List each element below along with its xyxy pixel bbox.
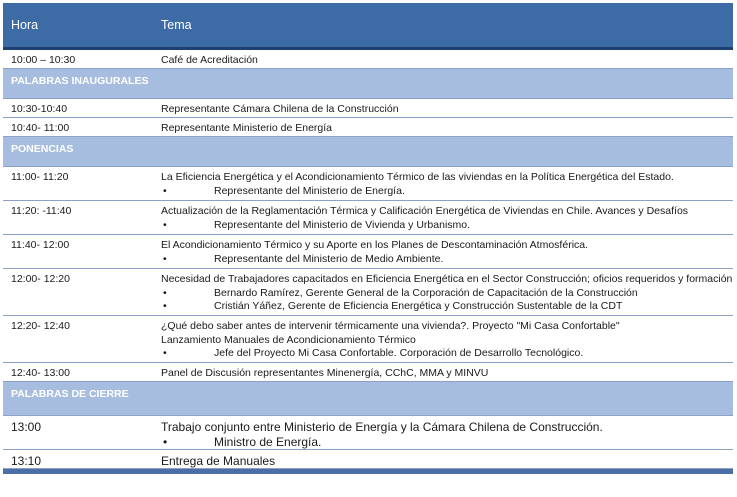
topic-line: Representante Ministerio de Energía: [161, 122, 333, 134]
row-topic: [161, 171, 729, 198]
table-row: [3, 201, 733, 235]
row-topic: [161, 103, 729, 117]
table-row: [3, 363, 733, 382]
speaker-text: Cristián Yáñez, Gerente de Eficiencia Energética y Construcción Sustentable de la CDT: [214, 300, 623, 312]
row-time: 13:00: [11, 420, 42, 434]
speaker-line: [161, 435, 729, 450]
topic-line: El Acondicionamiento Térmico y su Aporte en los Planes de Descontaminación Atmosférica.: [161, 239, 589, 251]
row-time: 13:10: [11, 454, 42, 468]
row-time: 12:40- 13:00: [11, 367, 70, 379]
section-row: [3, 69, 733, 99]
speaker-text: Jefe del Proyecto Mi Casa Confortable. Corporación de Desarrollo Tecnológico.: [214, 347, 584, 359]
speaker-line: [161, 347, 729, 361]
section-row: [3, 137, 733, 167]
bullet-icon: •: [163, 434, 168, 449]
table-footer-bar: [3, 469, 733, 474]
bullet-icon: •: [163, 184, 167, 197]
row-topic: [161, 420, 729, 449]
row-time: 11:40- 12:00: [11, 239, 70, 251]
section-label: PALABRAS INAUGURALES: [11, 75, 149, 87]
topic-line: Entrega de Manuales: [161, 454, 276, 468]
row-time: 12:20- 12:40: [11, 320, 70, 332]
topic-line: Panel de Discusión representantes Minenergía, CChC, MMA y MINVU: [161, 367, 489, 379]
speaker-text: Bernardo Ramírez, Gerente General de la Corporación de Capacitación de la Construcción: [214, 286, 638, 299]
bullet-icon: •: [163, 347, 167, 359]
row-topic: [161, 273, 733, 314]
row-time: 10:00 – 10:30: [11, 54, 76, 66]
bullet-icon: •: [163, 300, 167, 312]
speaker-text: Representante del Ministerio de Vivienda y Urbanismo.: [214, 218, 471, 231]
row-time: 11:00- 11:20: [11, 171, 69, 183]
topic-line: Lanzamiento Manuales de Acondicionamiento Térmico: [161, 333, 416, 346]
table-row: [3, 118, 733, 137]
table-row: [3, 316, 733, 363]
section-row: [3, 382, 733, 416]
row-topic: [161, 54, 729, 68]
row-topic: [161, 205, 729, 232]
row-topic: [161, 454, 729, 469]
table-row: [3, 99, 733, 118]
speaker-line: [161, 219, 729, 233]
row-time: 12:00- 12:20: [11, 273, 70, 285]
speaker-line: [161, 253, 729, 267]
section-label: PALABRAS DE CIERRE: [11, 388, 129, 400]
row-topic: [161, 239, 729, 266]
speaker-line: [161, 287, 729, 301]
bullet-icon: •: [163, 286, 167, 299]
table-row: [3, 50, 733, 69]
row-time: 10:30-10:40: [11, 103, 68, 115]
topic-line: Actualización de la Reglamentación Térmica y Calificación Energética de Viviendas en Chile. Avances y Desafíos: [161, 205, 689, 217]
topic-line: Café de Acreditación: [161, 54, 258, 66]
speaker-text: Ministro de Energía.: [214, 434, 322, 449]
bullet-icon: •: [163, 252, 167, 265]
row-topic: [161, 320, 729, 361]
speaker-text: Representante del Ministerio de Energía.: [214, 184, 405, 197]
topic-line: Trabajo conjunto entre Ministerio de Energía y la Cámara Chilena de Construcción.: [161, 420, 603, 434]
section-label: PONENCIAS: [11, 143, 74, 155]
row-topic: [161, 122, 729, 136]
topic-line: ¿Qué debo saber antes de intervenir térmicamente una vivienda?. Proyecto "Mi Casa Confortable": [161, 320, 620, 332]
header-hora: Hora: [11, 18, 39, 32]
row-topic: [161, 367, 729, 381]
topic-line: Necesidad de Trabajadores capacitados en Eficiencia Energética en el Sector Construcción; oficios requeridos y formación: [161, 273, 733, 285]
row-time: 10:40- 11:00: [11, 122, 70, 134]
program-table: [3, 3, 733, 474]
header-tema: Tema: [161, 18, 192, 32]
table-header: [3, 3, 733, 50]
topic-line: Representante Cámara Chilena de la Construcción: [161, 103, 399, 115]
table-row: [3, 167, 733, 201]
row-time: 11:20: -11:40: [11, 205, 72, 217]
table-row: [3, 235, 733, 269]
speaker-text: Representante del Ministerio de Medio Ambiente.: [214, 252, 444, 265]
table-row: [3, 450, 733, 469]
bullet-icon: •: [163, 218, 167, 231]
speaker-line: [161, 185, 729, 199]
table-body: [3, 50, 733, 469]
speaker-line: [161, 300, 729, 314]
table-row: [3, 269, 733, 316]
table-row: [3, 416, 733, 450]
topic-line: La Eficiencia Energética y el Acondicionamiento Térmico de las viviendas en la Política Energética del Estado.: [161, 171, 674, 183]
